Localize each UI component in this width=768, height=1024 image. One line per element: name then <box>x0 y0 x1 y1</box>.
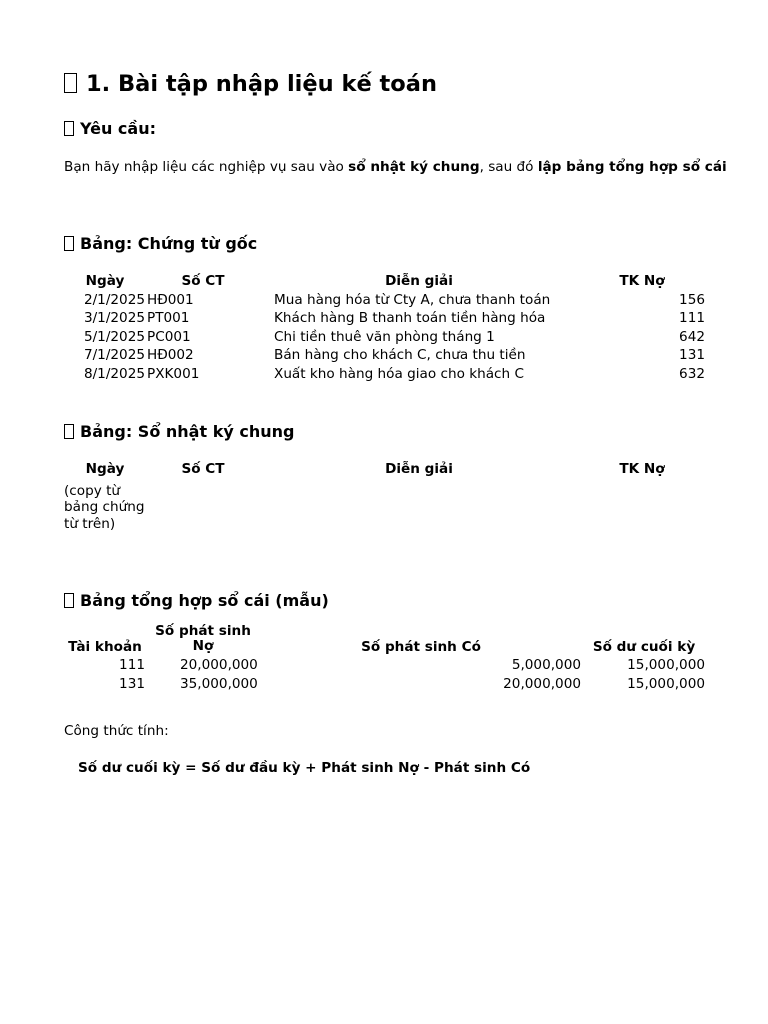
debit-total-cell: 20,000,000 <box>180 657 258 674</box>
doc-no-cell: HĐ001 <box>147 291 194 308</box>
debit-account-cell: 156 <box>679 291 705 308</box>
missing-glyph-box-icon <box>64 236 74 251</box>
table-header-row <box>64 622 706 656</box>
description-cell: Chi tiền thuê văn phòng tháng 1 <box>274 328 495 345</box>
debit-account-cell: 131 <box>679 347 705 364</box>
account-cell: 111 <box>119 657 145 674</box>
credit-total-cell: 5,000,000 <box>511 657 581 674</box>
doc-no-cell: PT001 <box>147 310 190 327</box>
date-cell: 8/1/2025 <box>83 365 145 382</box>
date-cell: 5/1/2025 <box>83 328 145 345</box>
table-row <box>64 309 706 328</box>
doc-no-cell: HĐ002 <box>147 347 194 364</box>
table-row <box>64 328 706 347</box>
column-header: Ngày <box>85 273 125 290</box>
formula-label: Công thức tính: <box>64 723 169 739</box>
requirement-paragraph <box>64 157 727 177</box>
source-docs-table <box>64 272 706 383</box>
page-title-line <box>64 70 437 98</box>
ledger-heading: Bảng tổng hợp sổ cái (mẫu) <box>80 591 329 610</box>
source-docs-heading-line <box>64 233 257 255</box>
missing-glyph-box-icon <box>64 424 74 439</box>
journal-table <box>64 460 706 532</box>
description-cell: Xuất kho hàng hóa giao cho khách C <box>274 365 524 382</box>
column-header: Số phát sinh Có <box>361 639 481 655</box>
debit-account-cell: 642 <box>679 328 705 345</box>
table-row <box>64 656 706 675</box>
empty-cell <box>578 479 706 533</box>
debit-total-cell: 35,000,000 <box>180 675 258 692</box>
table-row <box>64 479 706 533</box>
description-cell: Mua hàng hóa từ Cty A, chưa thanh toán <box>274 291 551 308</box>
date-cell: 3/1/2025 <box>83 310 145 327</box>
ledger-table <box>64 622 706 693</box>
requirement-text-1: Bạn hãy nhập liệu các nghiệp vụ sau vào <box>64 159 349 175</box>
column-header: Tài khoản <box>68 639 142 655</box>
column-header: TK Nợ <box>619 461 665 478</box>
doc-no-cell: PXK001 <box>147 365 200 382</box>
doc-no-cell: PC001 <box>147 328 191 345</box>
journal-heading-line <box>64 421 294 443</box>
column-header: Số dư cuối kỳ <box>592 639 696 655</box>
journal-heading: Bảng: Sổ nhật ký chung <box>80 422 295 441</box>
formula-text: Số dư cuối kỳ = Số dư đầu kỳ + Phát sinh Nợ - Phát sinh Có <box>78 760 531 776</box>
debit-account-cell: 111 <box>679 310 705 327</box>
requirement-bold-2: lập bảng tổng hợp sổ cái <box>537 159 727 175</box>
column-header: Số CT <box>181 461 225 478</box>
empty-cell <box>260 479 578 533</box>
requirement-heading: Yêu cầu: <box>80 119 156 138</box>
table-header-row <box>64 460 706 479</box>
requirement-text-2: , sau đó <box>479 159 538 175</box>
empty-cell <box>146 479 260 533</box>
date-cell: 7/1/2025 <box>83 347 145 364</box>
ledger-heading-line <box>64 590 329 612</box>
table-row <box>64 675 706 694</box>
column-header: Số phát sinh Nợ <box>155 623 251 654</box>
date-cell: 2/1/2025 <box>83 291 145 308</box>
table-row <box>64 365 706 384</box>
credit-total-cell: 20,000,000 <box>503 675 581 692</box>
debit-account-cell: 632 <box>679 365 705 382</box>
table-header-row <box>64 272 706 291</box>
page-title: 1. Bài tập nhập liệu kế toán <box>86 71 437 97</box>
column-header: Diễn giải <box>385 273 453 290</box>
closing-balance-cell: 15,000,000 <box>627 675 705 692</box>
table-row <box>64 291 706 310</box>
journal-note-cell: (copy từ bảng chứng từ trên) <box>64 482 145 532</box>
missing-glyph-box-icon <box>64 121 74 136</box>
description-cell: Khách hàng B thanh toán tiền hàng hóa <box>274 310 546 327</box>
column-header: Diễn giải <box>385 461 453 478</box>
source-docs-heading: Bảng: Chứng từ gốc <box>80 234 258 253</box>
column-header: Ngày <box>85 461 125 478</box>
missing-glyph-box-icon <box>64 73 77 93</box>
account-cell: 131 <box>119 675 145 692</box>
closing-balance-cell: 15,000,000 <box>627 657 705 674</box>
column-header: TK Nợ <box>619 273 665 290</box>
table-row <box>64 346 706 365</box>
requirement-heading-line <box>64 118 156 140</box>
description-cell: Bán hàng cho khách C, chưa thu tiền <box>274 347 526 364</box>
requirement-bold-1: sổ nhật ký chung <box>348 159 480 175</box>
missing-glyph-box-icon <box>64 593 74 608</box>
column-header: Số CT <box>181 273 225 290</box>
